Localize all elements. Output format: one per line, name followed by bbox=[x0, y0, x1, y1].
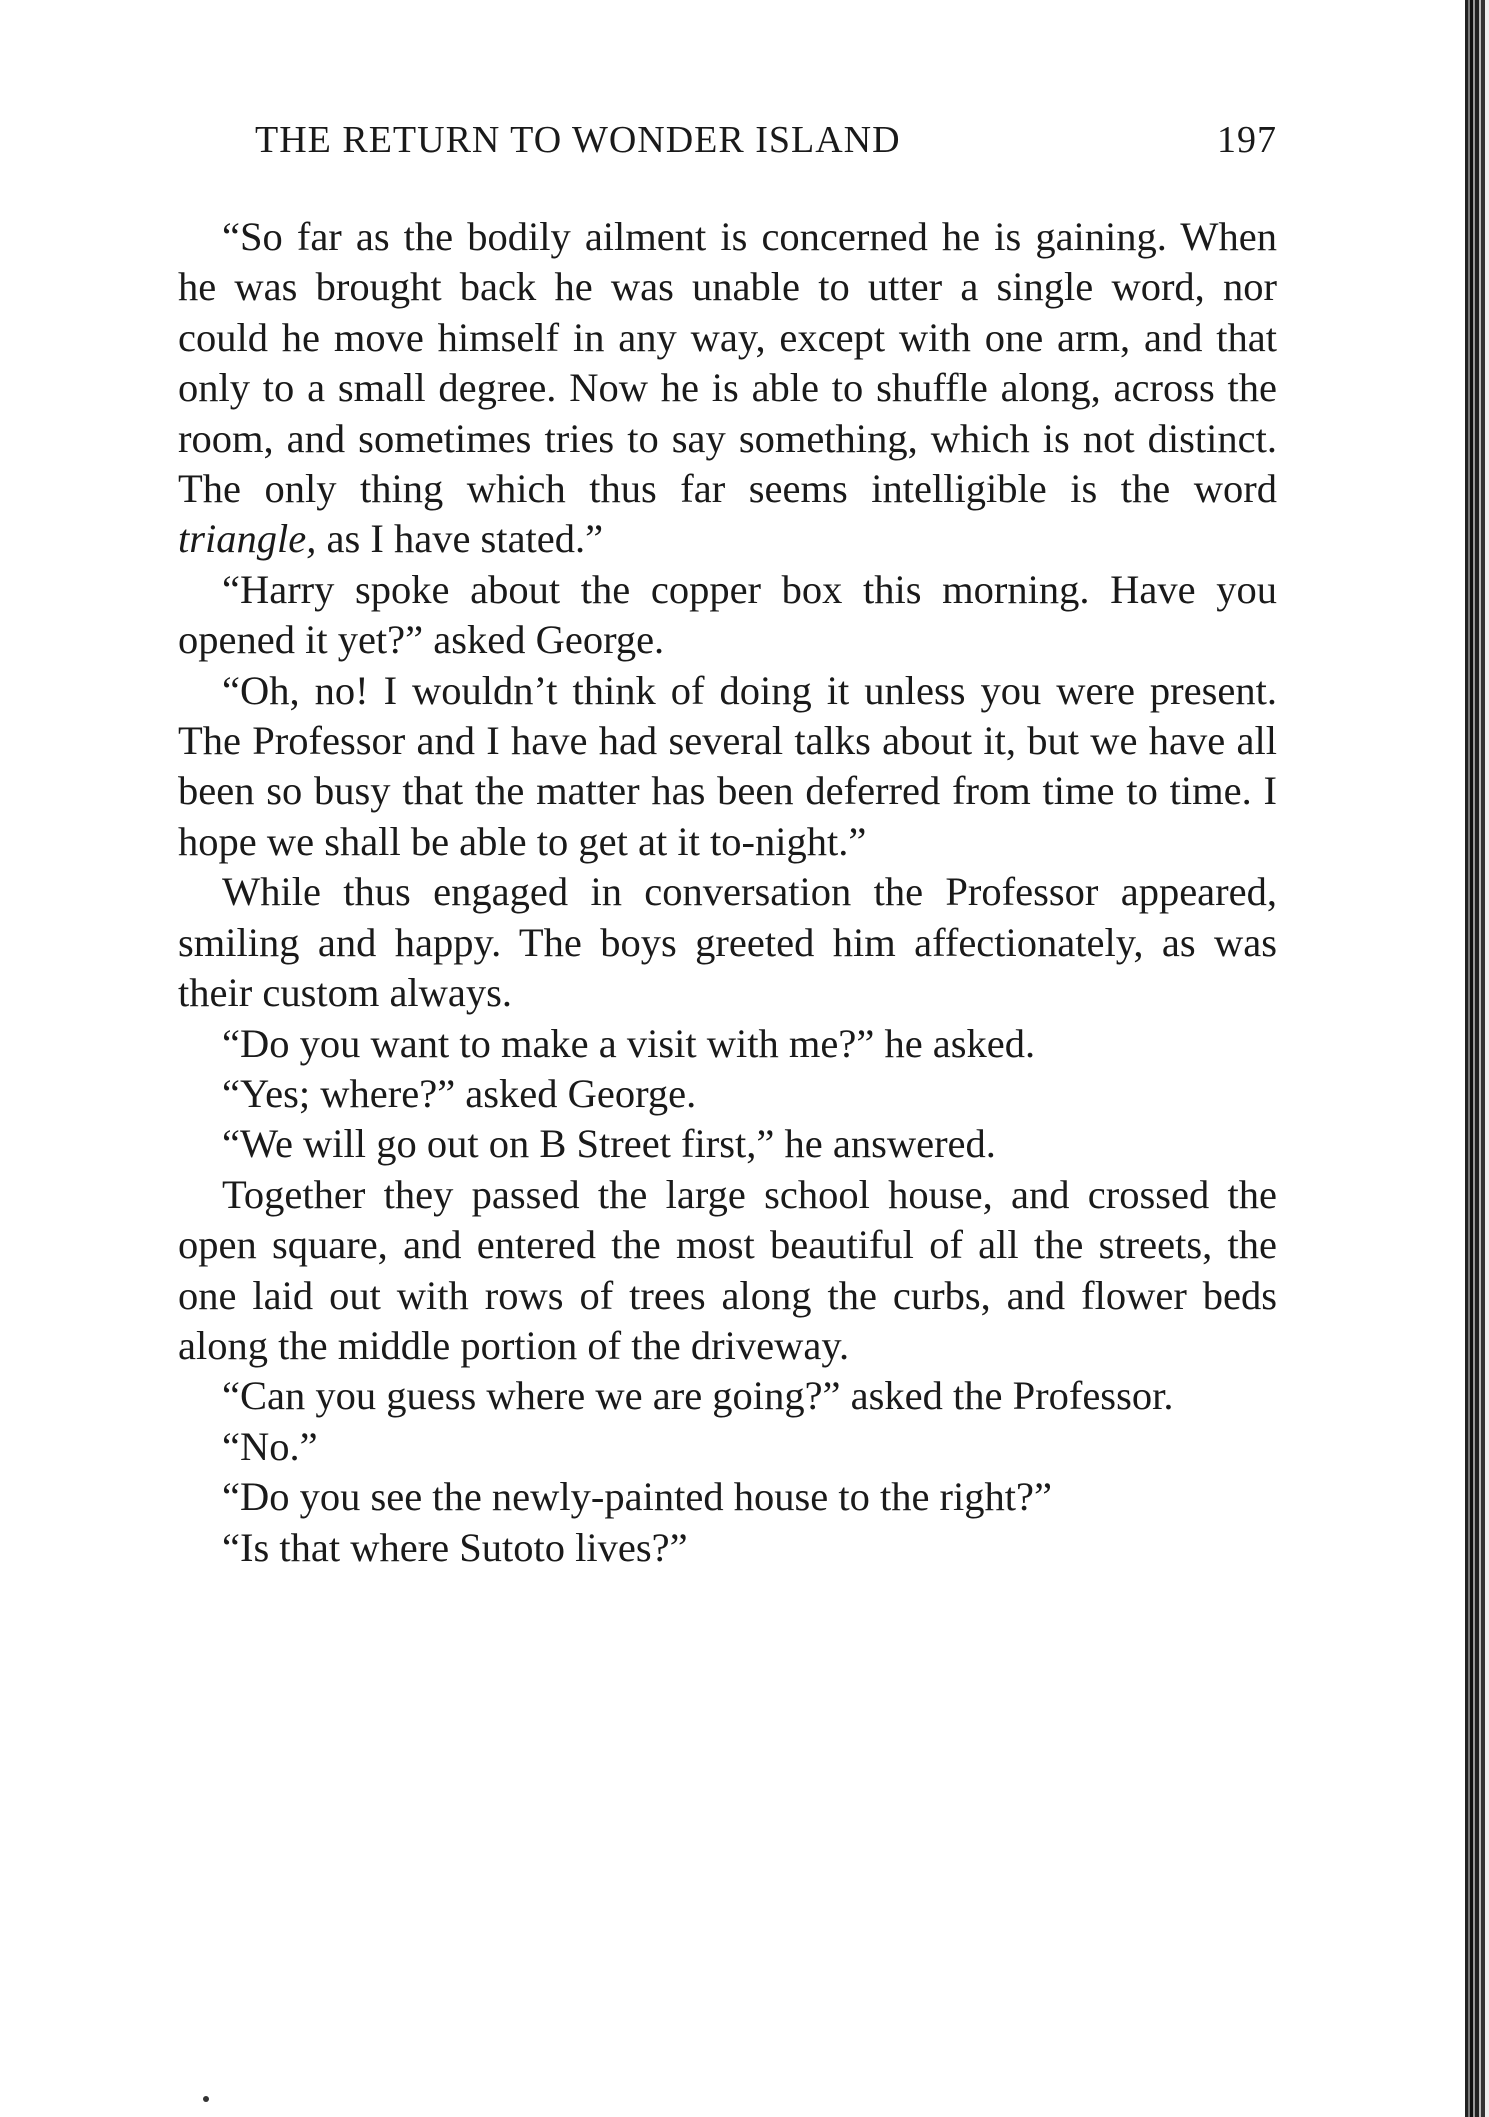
paragraph-1: “So far as the bodily ailment is concerned he is gaining. When he was brought back he was unable to utter a single word, nor could he move himself in any way, except with one arm, and that only to a small degree. Now he is able to shuffle along, across the room, and sometimes tries to say something, which is not distinct. The only thing which thus far seems intelligible is the word triangle, as I have stated.” bbox=[178, 214, 1277, 562]
running-title: THE RETURN TO WONDER ISLAND bbox=[255, 119, 901, 161]
ink-speck bbox=[203, 2096, 209, 2102]
paragraph-7: “We will go out on B Street first,” he answered. bbox=[222, 1121, 996, 1167]
paragraph-2: “Harry spoke about the copper box this morning. Have you opened it yet?” asked George. bbox=[178, 566, 1277, 663]
running-head bbox=[255, 118, 1277, 168]
paragraph-4: While thus engaged in conversation the Professor appeared, smiling and happy. The boys greeted him affectionately, as was their custom always. bbox=[178, 869, 1277, 1016]
page-number: 197 bbox=[1217, 119, 1277, 161]
body-text bbox=[178, 212, 1277, 1573]
paragraph-11: “Do you see the newly-painted house to the right?” bbox=[222, 1474, 1052, 1520]
paragraph-9: “Can you guess where we are going?” asked the Professor. bbox=[222, 1373, 1174, 1419]
paragraph-10: “No.” bbox=[222, 1423, 318, 1469]
paragraph-3: “Oh, no! I wouldn’t think of doing it unless you were present. The Professor and I have had several talks about it, but we have all been so busy that the matter has been deferred from time to time. I hope we shall be able to get at it to-night.” bbox=[178, 667, 1277, 864]
paragraph-8: Together they passed the large school house, and crossed the open square, and entered the most beautiful of all the streets, the one laid out with rows of trees along the curbs, and flower beds along the middle portion of the driveway. bbox=[178, 1171, 1277, 1368]
paragraph-6: “Yes; where?” asked George. bbox=[222, 1070, 697, 1116]
emphasis-word: triangle, bbox=[178, 516, 317, 562]
paragraph-12: “Is that where Sutoto lives?” bbox=[222, 1524, 688, 1570]
book-spine-edge bbox=[1465, 0, 1489, 2117]
paragraph-5: “Do you want to make a visit with me?” he asked. bbox=[222, 1020, 1036, 1066]
